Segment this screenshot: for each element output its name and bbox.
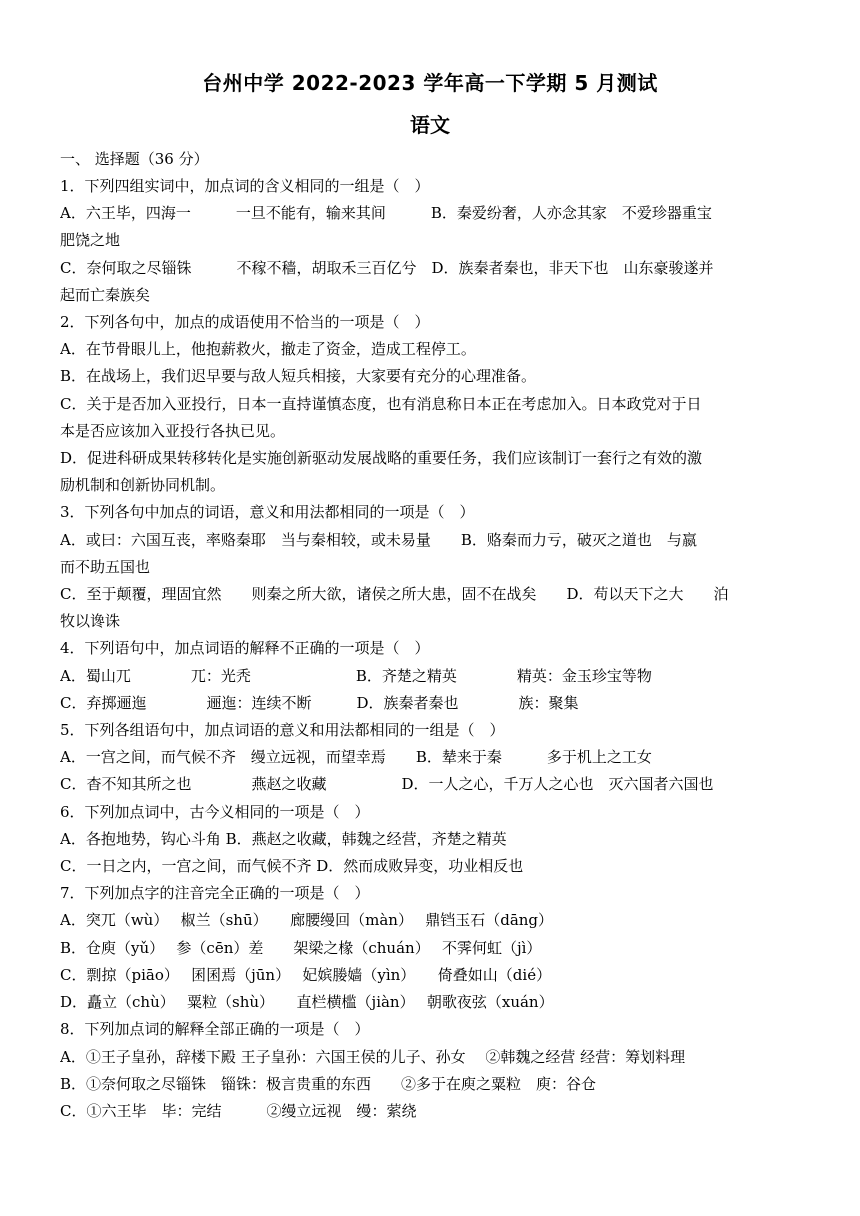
question-6-options-cd: C．一日之内，一宫之间，而气候不齐 D．然而成败异变，功业相反也 <box>60 857 524 876</box>
question-4-options-ab: A．蜀山兀 兀：光秃 B．齐楚之精英 精英：金玉珍宝等物 <box>60 666 652 685</box>
question-1-options-ab: A．六王毕，四海一 一旦不能有，输来其间 B．秦爱纷奢，人亦念其家 不爱珍器重宝 <box>60 204 712 223</box>
question-2-option-c: C．关于是否加入亚投行，日本一直持谨慎态度，也有消息称日本正在考虑加入。日本政党对于日 <box>60 394 702 413</box>
question-3-options-cd: C．至于颠覆，理固宜然 则秦之所大欲，诸侯之所大患，固不在战矣 D．苟以天下之大 泊 <box>60 585 729 604</box>
question-3-options-ab: A．或曰：六国互丧，率赂秦耶 当与秦相较，或未易量 B．赂秦而力亏，破灭之道也 与嬴 <box>60 530 697 549</box>
question-7-option-c: C．剽掠（piāo） 囷囷焉（jūn） 妃嫔媵嫱（yìn） 倚叠如山（dié） <box>60 965 552 984</box>
question-3-options-cd-cont: 牧以谗诛 <box>60 612 121 631</box>
question-3-stem: 3．下列各句中加点的词语，意义和用法都相同的一项是（ ） <box>60 503 475 522</box>
question-4-options-cd: C．弃掷逦迤 逦迤：连续不断 D．族秦者秦也 族：聚集 <box>60 693 579 712</box>
question-1-stem: 1．下列四组实词中，加点词的含义相同的一组是（ ） <box>60 177 430 195</box>
question-7-option-d: D．矗立（chù） 粟粒（shù） 直栏横槛（jiàn） 朝歌夜弦（xuán） <box>60 993 554 1012</box>
question-8-option-c: C．①六王毕 毕：完结 ②缦立远视 缦：萦绕 <box>60 1101 417 1120</box>
question-2-option-d: D．促进科研成果转移转化是实施创新驱动发展战略的重要任务，我们应该制订一套行之有效的激 <box>60 449 703 468</box>
question-7-stem: 7．下列加点字的注音完全正确的一项是（ ） <box>60 884 370 903</box>
question-1-options-ab-cont: 肥饶之地 <box>60 231 121 250</box>
question-8-option-a: A．①王子皇孙，辞楼下殿 王子皇孙：六国王侯的儿子、孙女 ②韩魏之经营 经营：筹划料理 <box>60 1047 686 1066</box>
question-8-option-b: B．①奈何取之尽锱铢 锱铢：极言贵重的东西 ②多于在庾之粟粒 庾：谷仓 <box>60 1074 597 1093</box>
question-8-stem: 8．下列加点词的解释全部正确的一项是（ ） <box>60 1020 370 1039</box>
question-7-option-a: A．突兀（wù） 椒兰（shū） 廊腰缦回（màn） 鼎铛玉石（dāng） <box>60 911 554 930</box>
question-2-option-d-cont: 励机制和创新协同机制。 <box>60 476 226 495</box>
section-heading: 一、 选择题（36 分） <box>60 150 209 168</box>
question-2-option-b: B．在战场上，我们迟早要与敌人短兵相接，大家要有充分的心理准备。 <box>60 367 537 386</box>
question-4-stem: 4．下列语句中，加点词语的解释不正确的一项是（ ） <box>60 639 430 658</box>
document-page <box>60 68 800 1125</box>
question-2-stem: 2．下列各句中，加点的成语使用不恰当的一项是（ ） <box>60 313 430 332</box>
question-6-stem: 6．下列加点词中，古今义相同的一项是（ ） <box>60 802 370 821</box>
document-title: 台州中学 2022-2023 学年高一下学期 5 月测试 <box>202 71 658 95</box>
question-5-options-ab: A．一宫之间，而气候不齐 缦立远视，而望幸焉 B．辇来于秦 多于机上之工女 <box>60 748 652 767</box>
subject-title: 语文 <box>410 113 450 137</box>
question-1-options-cd: C．奈何取之尽锱铢 不稼不穑，胡取禾三百亿兮 D．族秦者秦也，非天下也 山东豪骏遂并 <box>60 258 714 277</box>
question-2-option-a: A．在节骨眼儿上，他抱薪救火，撤走了资金，造成工程停工。 <box>60 340 476 359</box>
question-3-options-ab-cont: 而不助五国也 <box>60 557 151 576</box>
question-7-option-b: B．仓庾（yǔ） 参（cēn）差 架梁之椽（chuán） 不霁何虹（jì） <box>60 938 542 957</box>
question-5-options-cd: C．杳不知其所之也 燕赵之收藏 D．一人之心，千万人之心也 灭六国者六国也 <box>60 775 714 794</box>
question-2-option-c-cont: 本是否应该加入亚投行各执已见。 <box>60 421 286 440</box>
question-1-options-cd-cont: 起而亡秦族矣 <box>60 285 151 304</box>
question-6-options-ab: A．各抱地势，钩心斗角 B．燕赵之收藏，韩魏之经营，齐楚之精英 <box>60 829 507 848</box>
question-5-stem: 5．下列各组语句中，加点词语的意义和用法都相同的一组是（ ） <box>60 721 505 740</box>
